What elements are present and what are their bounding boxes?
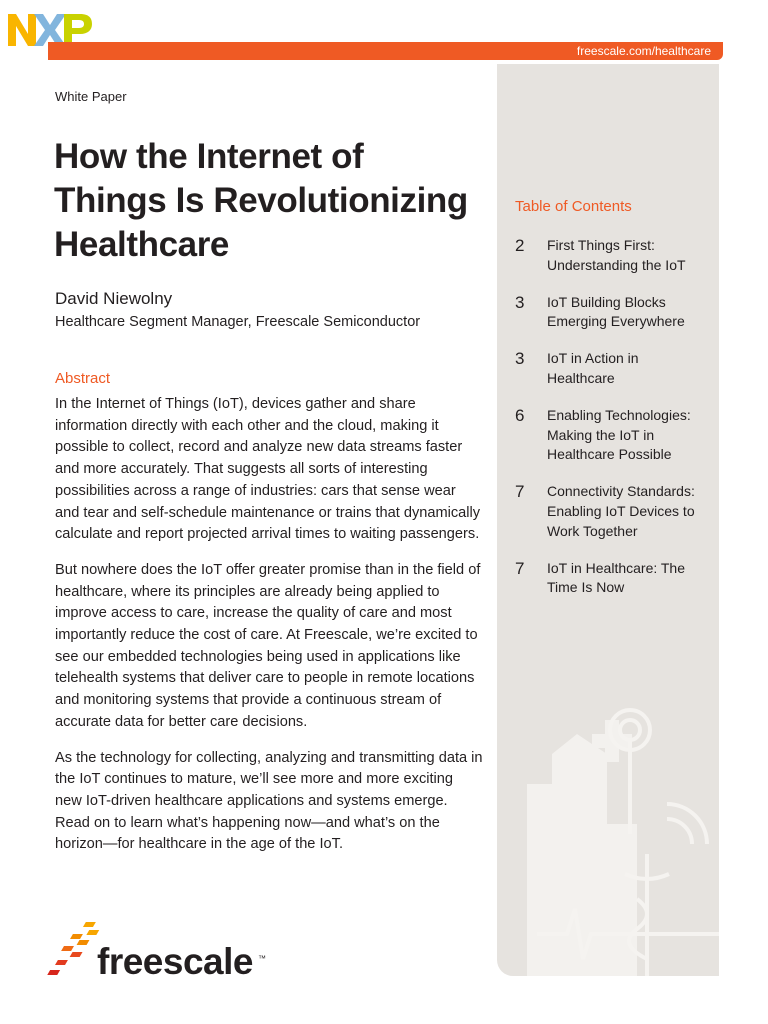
freescale-wordmark: freescale	[97, 941, 253, 982]
body-paragraph: As the technology for collecting, analyzing and transmitting data in the IoT continues to mature, we’ll see more and more exciting new IoT-driven healthcare applications and systems emerge. Read on to learn what’s happening now—and what’s on the horizon—for healthcare in the age of the IoT.	[55, 749, 483, 853]
toc-item-title: IoT in Action in Healthcare	[547, 350, 639, 386]
toc-page-number: 2	[515, 236, 525, 255]
trademark-symbol: ™	[258, 954, 266, 963]
header-url[interactable]: freescale.com/healthcare	[576, 44, 711, 58]
freescale-mark-icon	[45, 920, 101, 978]
toc-page-number: 3	[515, 292, 525, 312]
abstract-heading: Abstract	[55, 370, 111, 387]
toc-page-number: 7	[515, 482, 525, 502]
toc-item-title: IoT Building Blocks Emerging Everywhere	[547, 293, 685, 330]
title-line: How the Internet of	[54, 137, 364, 176]
abstract-body	[55, 394, 483, 870]
toc-item-title: IoT in Healthcare: The Time Is Now	[547, 559, 686, 596]
toc-item-title: Connectivity Standards: Enabling IoT Devices to Work Together	[547, 483, 695, 539]
toc-list	[515, 236, 710, 615]
header-bar	[48, 42, 723, 60]
document-type-label: White Paper	[55, 89, 127, 104]
healthcare-illustration	[497, 684, 719, 976]
toc-item[interactable]	[515, 406, 710, 465]
toc-item[interactable]	[515, 236, 710, 275]
document-title	[54, 135, 494, 267]
toc-item-title: First Things First: Understanding the IoT	[547, 237, 686, 273]
author-name: David Niewolny	[55, 289, 173, 308]
title-line: Healthcare	[54, 225, 229, 264]
author-role: Healthcare Segment Manager, Freescale Semiconductor	[55, 314, 421, 330]
toc-page-number: 7	[515, 558, 525, 578]
body-paragraph: In the Internet of Things (IoT), devices gather and share information directly with each other and the cloud, making it possible to collect, record and analyze new data streams faster and more accurately. That suggests all sorts of interesting possibilities across a range of industries: cars that sense wear and tear and self-schedule maintenance or trains that dynamically calculate and report projected arrival times to waiting passengers.	[55, 396, 481, 543]
toc-item[interactable]	[515, 559, 710, 598]
toc-item[interactable]	[515, 482, 710, 541]
toc-item[interactable]	[515, 293, 710, 332]
title-line: Things Is Revolutionizing	[54, 181, 468, 220]
body-paragraph: But nowhere does the IoT offer greater promise than in the field of healthcare, where its principles are already being applied to improve access to care, increase the quality of care and most importantly reduce the cost of care. At Freescale, we’re excited to see our embedded technologies being used in applications like telehealth systems that deliver care to people in remote locations and monitoring systems that provide a continuous stream of accurate data for better care decisions.	[55, 561, 481, 730]
freescale-logo	[45, 920, 275, 984]
toc-item-title: Enabling Technologies: Making the IoT in Healthcare Possible	[547, 407, 691, 463]
toc-heading: Table of Contents	[515, 198, 632, 215]
toc-item[interactable]	[515, 349, 710, 388]
toc-page-number: 3	[515, 349, 525, 369]
toc-page-number: 6	[515, 406, 525, 426]
